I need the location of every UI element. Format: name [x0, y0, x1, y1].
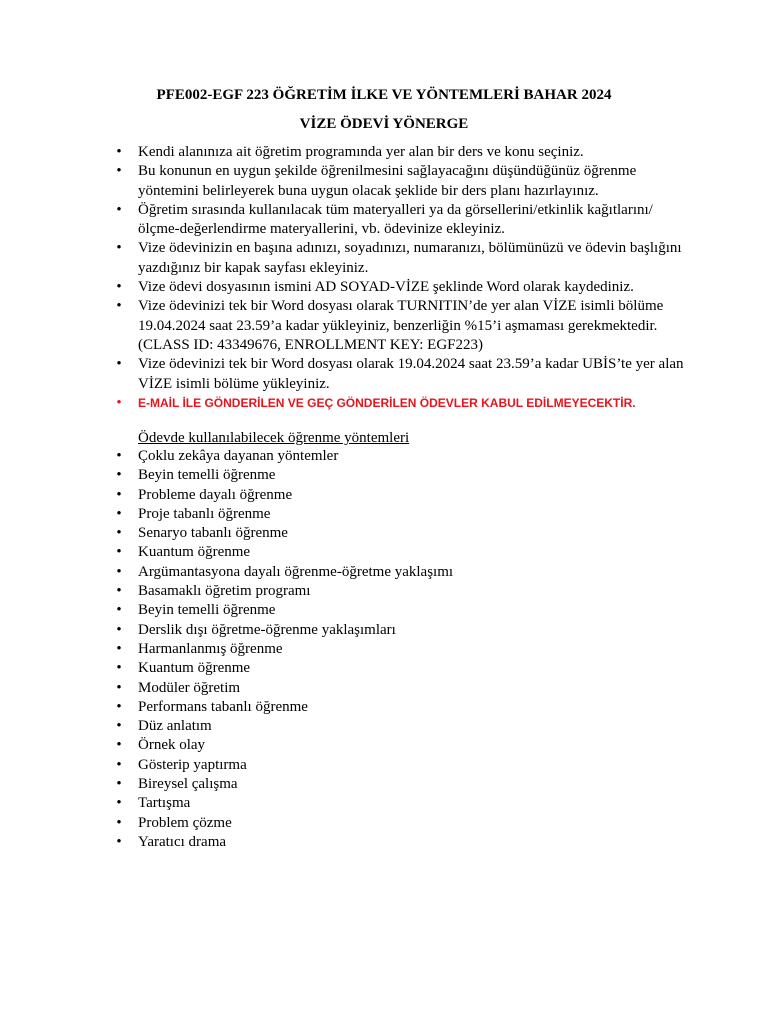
method-item: • Senaryo tabanlı öğrenme	[0, 524, 768, 543]
instruction-item: • Vize ödevinizi tek bir Word dosyası olarak 19.04.2024 saat 23.59’a kadar UBİS’te yer alan VİZE isimli bölüme yükleyiniz.	[0, 355, 768, 394]
method-item: • Harmanlanmış öğrenme	[0, 640, 768, 659]
method-item: • Basamaklı öğretim programı	[0, 582, 768, 601]
bullet-icon: •	[116, 163, 122, 180]
method-item: • Bireysel çalışma	[0, 775, 768, 794]
bullet-icon: •	[116, 737, 122, 754]
bullet-icon: •	[116, 394, 122, 411]
method-item: • Yaratıcı drama	[0, 833, 768, 852]
method-item: • Gösterip yaptırma	[0, 756, 768, 775]
document-title: PFE002-EGF 223 ÖĞRETİM İLKE VE YÖNTEMLERİ BAHAR 2024	[156, 87, 612, 103]
bullet-icon: •	[116, 240, 122, 257]
method-item: • Düz anlatım	[0, 717, 768, 736]
bullet-icon: •	[116, 814, 122, 831]
method-item: • Performans tabanlı öğrenme	[0, 698, 768, 717]
bullet-icon: •	[116, 718, 122, 735]
method-item: • Örnek olay	[0, 736, 768, 755]
bullet-icon: •	[116, 201, 122, 218]
bullet-icon: •	[116, 602, 122, 619]
bullet-icon: •	[116, 505, 122, 522]
method-item: • Tartışma	[0, 794, 768, 813]
instruction-item: • Vize ödevinizi tek bir Word dosyası olarak TURNITIN’de yer alan VİZE isimli bölüme 19.04.2024 saat 23.59’a kadar yükleyiniz, benzerliğin %15’i aşmaması gerekmektedir. (CLASS ID: 43349676, ENROLLMENT KEY: EGF223)	[0, 297, 768, 355]
bullet-icon: •	[116, 756, 122, 773]
method-item: • Problem çözme	[0, 814, 768, 833]
bullet-icon: •	[116, 776, 122, 793]
bullet-icon: •	[116, 563, 122, 580]
method-item: • Proje tabanlı öğrenme	[0, 505, 768, 524]
methods-heading: Ödevde kullanılabilecek öğrenme yöntemleri	[138, 430, 410, 446]
bullet-icon: •	[116, 525, 122, 542]
bullet-icon: •	[116, 795, 122, 812]
bullet-icon: •	[116, 544, 122, 561]
bullet-icon: •	[116, 298, 122, 315]
instruction-item: • Vize ödevinizin en başına adınızı, soyadınızı, numaranızı, bölümünüzü ve ödevin başlığını yazdığınız bir kapak sayfası ekleyiniz.	[0, 239, 768, 278]
instruction-item: • Bu konunun en uygun şekilde öğrenilmesini sağlayacağını düşündüğünüz öğrenme yöntemini belirleyerek buna uygun olacak şeklide bir ders planı hazırlayınız.	[0, 162, 768, 201]
methods-list	[0, 447, 768, 852]
bullet-icon: •	[116, 583, 122, 600]
warning-text: E-MAİL İLE GÖNDERİLEN VE GEÇ GÖNDERİLEN ÖDEVLER KABUL EDİLMEYECEKTİR.	[138, 395, 636, 410]
bullet-icon: •	[116, 356, 122, 373]
bullet-icon: •	[116, 833, 122, 850]
bullet-icon: •	[116, 660, 122, 677]
document-subtitle: VİZE ÖDEVİ YÖNERGE	[299, 116, 469, 132]
instruction-item: • Öğretim sırasında kullanılacak tüm materyalleri ya da görsellerini/etkinlik kağıtlarını/ölçme-değerlendirme materyallerini, vb. ödevinize ekleyiniz.	[0, 201, 768, 240]
method-item: • Kuantum öğrenme	[0, 659, 768, 678]
bullet-icon: •	[116, 467, 122, 484]
bullet-icon: •	[116, 279, 122, 296]
method-item: • Çoklu zekâya dayanan yöntemler	[0, 447, 768, 466]
bullet-icon: •	[116, 679, 122, 696]
warning-item	[0, 394, 768, 413]
bullet-icon: •	[116, 486, 122, 503]
method-item: • Derslik dışı öğretme-öğrenme yaklaşımları	[0, 621, 768, 640]
method-item: • Modüler öğretim	[0, 679, 768, 698]
bullet-icon: •	[116, 144, 122, 160]
method-item: • Argümantasyona dayalı öğrenme-öğretme yaklaşımı	[0, 563, 768, 582]
bullet-icon: •	[116, 621, 122, 638]
bullet-icon: •	[116, 698, 122, 715]
bullet-icon: •	[116, 448, 122, 464]
instructions-list	[0, 143, 768, 413]
method-item: • Beyin temelli öğrenme	[0, 601, 768, 620]
instruction-item: • Vize ödevi dosyasının ismini AD SOYAD-VİZE şeklinde Word olarak kaydediniz.	[0, 278, 768, 297]
method-item: • Beyin temelli öğrenme	[0, 466, 768, 485]
method-item: • Probleme dayalı öğrenme	[0, 486, 768, 505]
instruction-item: • Kendi alanınıza ait öğretim programında yer alan bir ders ve konu seçiniz.	[0, 143, 768, 162]
bullet-icon: •	[116, 640, 122, 657]
method-item: • Kuantum öğrenme	[0, 543, 768, 562]
